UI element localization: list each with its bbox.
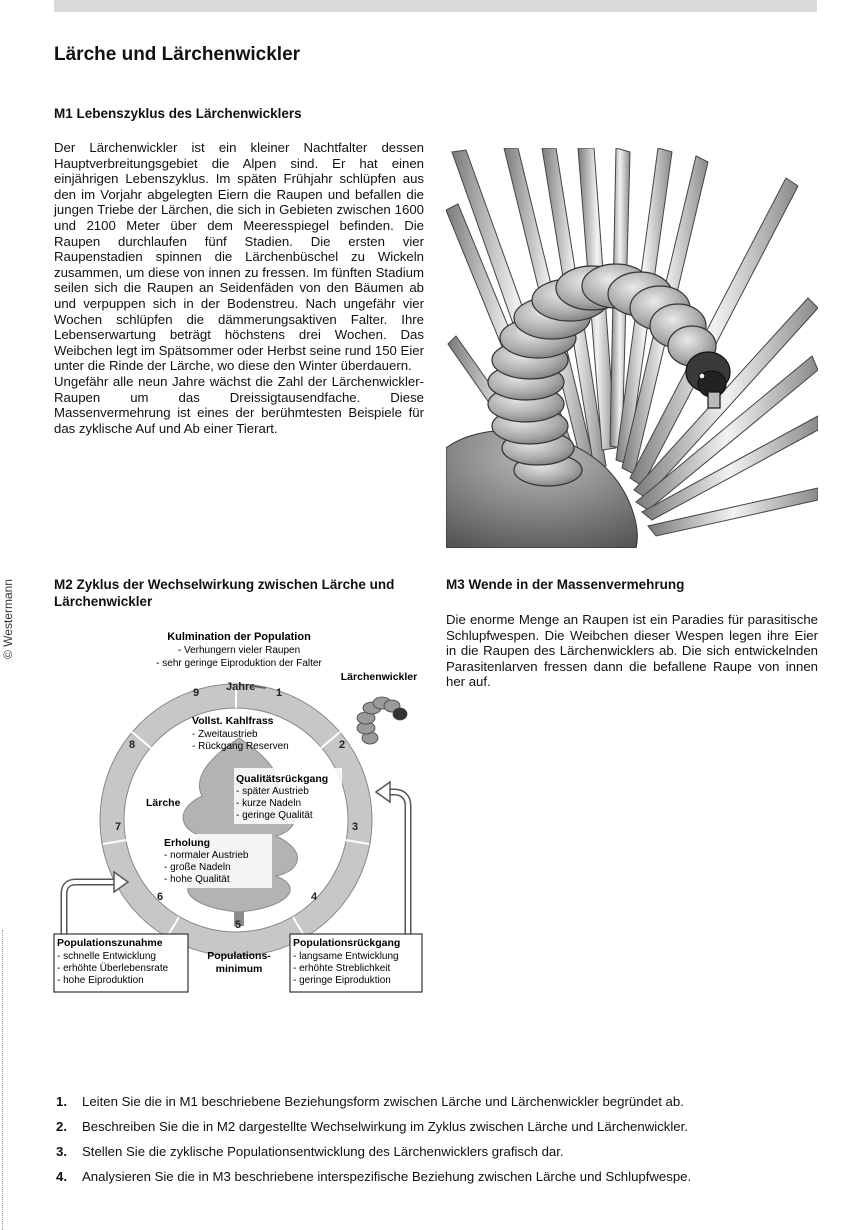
m1-paragraph-2: Ungefähr alle neun Jahre wächst die Zahl der Lärchenwickler-Raupen um das Dreissigtausendfache. Diese Massenvermehrung ist eines der berühmtesten Beispiele für das zyklische Auf und Ab einer Tierart. bbox=[54, 373, 424, 436]
defoliation-title: Vollst. Kahlfrass bbox=[192, 715, 274, 727]
defoliation-line-1: - Zweitaustrieb bbox=[192, 729, 258, 740]
ring-number-4: 4 bbox=[310, 891, 318, 903]
increase-title: Populationszunahme bbox=[57, 937, 163, 949]
recovery-line-3: - hohe Qualität bbox=[164, 874, 230, 885]
interaction-cycle-diagram bbox=[52, 626, 426, 998]
m1-heading: M1 Lebenszyklus des Lärchenwicklers bbox=[54, 106, 302, 121]
culmination-line-1: - Verhungern vieler Raupen bbox=[177, 645, 301, 656]
mini-caterpillar-icon bbox=[357, 697, 407, 744]
increase-line-3: - hohe Eiproduktion bbox=[57, 975, 144, 986]
task-item bbox=[56, 1094, 816, 1110]
task-text: Stellen Sie die zyklische Populationsentwicklung des Lärchenwicklers grafisch dar. bbox=[82, 1144, 564, 1159]
arrow-left-shaft bbox=[64, 882, 114, 936]
ring-number-6: 6 bbox=[156, 891, 164, 903]
increase-line-2: - erhöhte Überlebensrate bbox=[57, 963, 169, 974]
decline-line-1: - langsame Entwicklung bbox=[293, 951, 399, 962]
recovery-line-1: - normaler Austrieb bbox=[164, 850, 249, 861]
ring-number-3: 3 bbox=[351, 821, 359, 833]
ring-number-9: 9 bbox=[192, 687, 200, 699]
quality-decline-line-3: - geringe Qualität bbox=[236, 810, 313, 821]
task-text: Leiten Sie die in M1 beschriebene Beziehungsform zwischen Lärche und Lärchenwickler begründet ab. bbox=[82, 1094, 684, 1109]
task-number: 4. bbox=[56, 1169, 67, 1184]
task-number: 2. bbox=[56, 1119, 67, 1134]
quality-decline-title: Qualitätsrückgang bbox=[236, 773, 329, 785]
increase-line-1: - schnelle Entwicklung bbox=[57, 951, 156, 962]
task-text: Analysieren Sie die in M3 beschriebene interspezifische Beziehung zwischen Lärche und Schlupfwespe. bbox=[82, 1169, 692, 1184]
task-list bbox=[56, 1094, 816, 1194]
page-title: Lärche und Lärchenwickler bbox=[54, 44, 301, 65]
minimum-line-1: Populations- bbox=[207, 950, 271, 962]
m3-heading: M3 Wende in der Massenvermehrung bbox=[446, 577, 685, 592]
m2-heading: M2 Zyklus der Wechselwirkung zwischen Lärche und Lärchenwickler bbox=[54, 577, 395, 609]
ring-number-2: 2 bbox=[338, 739, 346, 751]
m1-text bbox=[54, 140, 424, 436]
culmination-line-2: - sehr geringe Eiproduktion der Falter bbox=[156, 658, 322, 669]
decline-line-3: - geringe Eiproduktion bbox=[293, 975, 391, 986]
task-item bbox=[56, 1169, 816, 1185]
task-item bbox=[56, 1119, 702, 1135]
m3-text: Die enorme Menge an Raupen ist ein Paradies für parasitische Schlupfwespen. Die Weibchen dieser Wespen legen ihre Eier in die Raupen des Lärchenwicklers ab. Die sich entwickelnden Parasitenlarven fressen dann die befallene Raupe von innen her auf. bbox=[446, 612, 818, 690]
task-number: 3. bbox=[56, 1144, 67, 1159]
recovery-title: Erholung bbox=[164, 837, 211, 849]
ring-number-5: 5 bbox=[234, 919, 242, 931]
laerchenwickler-label: Lärchenwickler bbox=[340, 671, 418, 683]
decline-line-2: - erhöhte Streblichkeit bbox=[293, 963, 391, 974]
margin-marks bbox=[2, 930, 6, 1230]
header-bar bbox=[54, 0, 817, 12]
decline-title: Populationsrückgang bbox=[293, 937, 401, 949]
task-number: 1. bbox=[56, 1094, 67, 1109]
task-text: Beschreiben Sie die in M2 dargestellte Wechselwirkung im Zyklus zwischen Lärche und Lärchenwickler. bbox=[82, 1119, 688, 1134]
recovery-line-2: - große Nadeln bbox=[164, 862, 231, 873]
arrow-right-shaft bbox=[388, 792, 408, 934]
defoliation-line-2: - Rückgang Reserven bbox=[192, 741, 289, 752]
ring-number-1: 1 bbox=[275, 687, 283, 699]
copyright-note: © Westermann bbox=[1, 579, 15, 659]
quality-decline-line-1: - später Austrieb bbox=[236, 786, 309, 797]
ring-number-7: 7 bbox=[114, 821, 122, 833]
task-item bbox=[56, 1144, 816, 1160]
laerche-label: Lärche bbox=[146, 797, 181, 809]
culmination-title: Kulmination der Population bbox=[167, 631, 311, 643]
ring-number-8: 8 bbox=[128, 739, 136, 751]
years-label: Jahre bbox=[226, 681, 256, 693]
m1-paragraph-1: Der Lärchenwickler ist ein kleiner Nachtfalter dessen Hauptverbreitungsgebiet die Alpen sind. Er hat einen einjährigen Lebenszyklus. Im späten Frühjahr schlüpfen aus den im Vorjahr abgelegten Eiern die Raupen und befallen die jungen Triebe der Lärchen, die sich in Gebieten zwischen 1600 und 2100 Meter über dem Meeresspiegel befinden. Die Raupen durchlaufen fünf Stadien. Die ersten vier Raupenstadien spinnen die Lärchenbüschel zu Wickeln zusammen, um diese von innen zu fressen. Im fünften Stadium seilen sich die Raupen an Seidenfäden von den Bäumen ab und verpuppen sich in der Bodenstreu. Nach ungefähr vier Wochen schlüpfen die dämmerungsaktiven Falter. Ihre Lebenserwartung beträgt höchstens drei Wochen. Das Weibchen legt im Spätsommer oder Herbst seine rund 150 Eier unter die Rinde der Lärche, wo diese den Winter überdauern. bbox=[54, 140, 424, 374]
caterpillar-illustration bbox=[446, 148, 818, 548]
arrow-right-head bbox=[376, 782, 390, 802]
quality-decline-line-2: - kurze Nadeln bbox=[236, 798, 302, 809]
minimum-line-2: minimum bbox=[215, 963, 263, 975]
